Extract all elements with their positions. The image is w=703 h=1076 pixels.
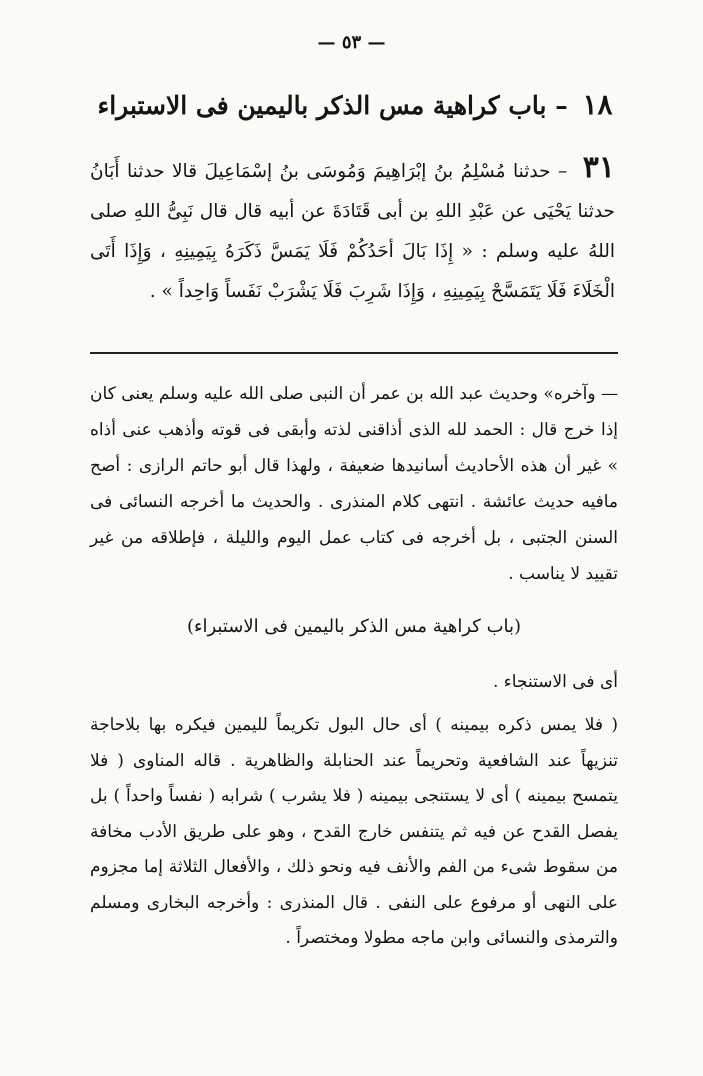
commentary-paragraph-1: — وآخره» وحديث عبد الله بن عمر أن النبى صلى الله عليه وسلم يعنى كان إذا خرج قال : الحمد لله الذى أذاقنى لذته وأبقى فى قوته وأذهب عنى أذاه » غير أن هذه الأحاديث أسانيدها ضعيفة ، ولهذا قال أبو حاتم الرازى : أصح مافيه حديث عائشة . انتهى كلام المنذرى . والحديث ما أخرجه النسائى فى السنن الجتبى ، بل أخرجه فى كتاب عمل اليوم والليلة ، فإطلاقه من غير تقييد لا يناسب . [90, 384, 618, 584]
chapter-number: ١٨ [582, 88, 613, 121]
hadith-text-block [90, 148, 615, 312]
hadith-text: – حدثنا مُسْلِمُ بنُ إبْرَاهِيمَ وَمُوسَى بنُ إسْمَاعِيلَ قالا حدثنا أَبَانُ حدثنا يَحْيَى عن عَبْدِ اللهِ بن أبى قَتَادَةَ عن أبيه قال قال نَبِىُّ اللهِ صلى اللهُ عليه وسلم : « إِذَا بَالَ أحَدُكُمْ فَلَا يَمَسَّ ذَكَرَهُ بِيَمِينِهِ ، وَإِذَا أَتَى الْخَلَاءَ فَلَا يَتَمَسَّحْ بِيَمِينِهِ ، وَإِذَا شَرِبَ فَلَا يَشْرَبْ نَفَساً وَاحِداً » . [90, 161, 615, 302]
footnote-divider [90, 352, 618, 354]
hadith-number: ٣١ [582, 150, 615, 185]
chapter-heading [95, 88, 615, 121]
commentary-paragraph-2: أى فى الاستنجاء . [492, 672, 618, 692]
commentary-paragraph-3: ( فلا يمس ذكره بيمينه ) أى حال البول تكريماً لليمين فيكره بها بلاحاجة تنزيهاً عند الشافعية وتحريماً عند الحنابلة والظاهرية . قاله المناوى ( فلا يتمسح بيمينه ) أى لا يستنجى بيمينه ( فلا يشرب ) شرابه ( نفساً واحداً ) بل يفصل القدح عن فيه ثم يتنفس خارج القدح ، وهو على طريق الأدب مخافة من سقوط شىء من الفم والأنف فيه ونحو ذلك ، والأفعال الثلاثة إما مجزوم على النهى أو مرفوع على النفى . قال المنذرى : وأخرجه البخارى ومسلم والترمذى والنسائى وابن ماجه مطولا ومختصراً . [90, 715, 618, 948]
chapter-title: – باب كراهية مس الذكر باليمين فى الاستبراء [97, 91, 568, 120]
commentary-chapter-subtitle: (باب كراهية مس الذكر باليمين فى الاستبراء) [186, 616, 522, 637]
page-number: — ٥٣ — [317, 32, 386, 53]
